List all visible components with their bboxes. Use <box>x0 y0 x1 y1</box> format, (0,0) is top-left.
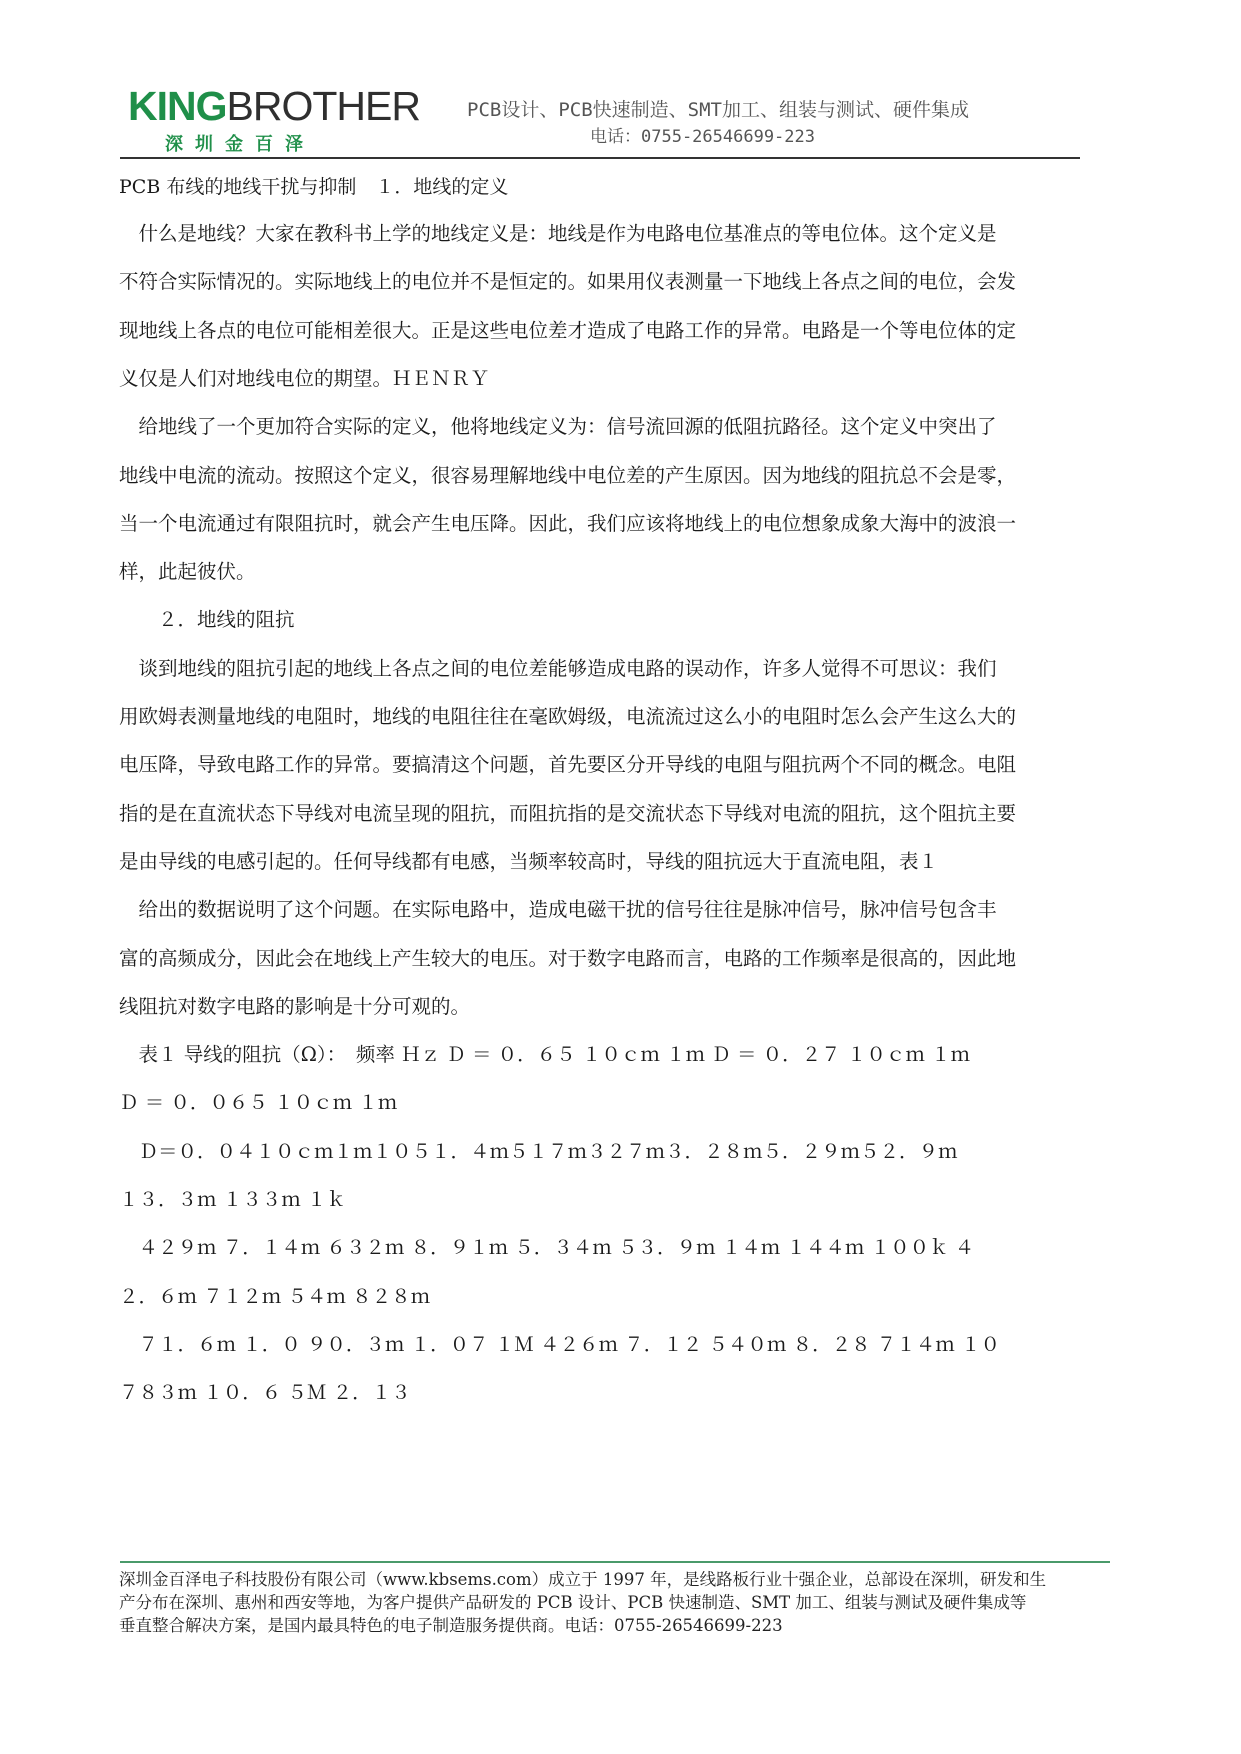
text-line: 是由导线的电感引起的。任何导线都有电感，当频率较高时，导线的阻抗远大于直流电阻，表１ <box>119 849 939 873</box>
text-line: Ｄ＝０．０４１０ｃｍ１ｍ１０５１．４ｍ５１７ｍ３２７ｍ３．２８ｍ５．２９ｍ５２．９ｍ <box>119 1139 958 1163</box>
footer-line: 深圳金百泽电子科技股份有限公司（www.kbsems.com）成立于 1997 年，是线路板行业十强企业，总部设在深圳，研发和生 <box>119 1570 1047 1589</box>
text-line: ７１．６ｍ １．０ ９０．３ｍ １．０７ １Ｍ ４２６ｍ ７．１２ ５４０ｍ ８．２８ ７１４ｍ １０ <box>119 1332 1000 1356</box>
text-line: 不符合实际情况的。实际地线上的电位并不是恒定的。如果用仪表测量一下地线上各点之间的电位，会发 <box>119 270 1017 294</box>
document-title: PCB 布线的地线干扰与抑制 １．地线的定义 <box>119 176 509 198</box>
header-divider <box>120 157 1080 159</box>
text-line: 线阻抗对数字电路的影响是十分可观的。 <box>119 994 471 1018</box>
company-logo <box>128 83 420 129</box>
header-tagline: PCB设计、PCB快速制造、SMT加工、组装与测试、硬件集成 <box>467 99 969 121</box>
text-line: ２．６ｍ ７１２ｍ ５４ｍ ８２８ｍ <box>119 1284 431 1308</box>
logo-brother-text: BROTHER <box>226 83 420 129</box>
text-line: 指的是在直流状态下导线对电流呈现的阻抗，而阻抗指的是交流状态下导线对电流的阻抗，这个阻抗主要 <box>119 801 1017 825</box>
text-line: 谈到地线的阻抗引起的地线上各点之间的电位差能够造成电路的误动作，许多人觉得不可思议：我们 <box>119 656 997 680</box>
text-line: Ｄ ＝ ０．０６５ １０ｃｍ １ｍ <box>119 1091 398 1115</box>
text-line: 用欧姆表测量地线的电阻时，地线的电阻往往在毫欧姆级，电流流过这么小的电阻时怎么会产生这么大的 <box>119 705 1017 728</box>
text-line: ２．地线的阻抗 <box>119 608 295 632</box>
text-line: 当一个电流通过有限阻抗时，就会产生电压降。因此，我们应该将地线上的电位想象成象大海中的波浪一 <box>119 511 1017 535</box>
text-line: ７８３ｍ １０．６ ５Ｍ ２．１３ <box>119 1381 411 1405</box>
text-line: 地线中电流的流动。按照这个定义，很容易理解地线中电位差的产生原因。因为地线的阻抗总不会是零， <box>119 463 1017 487</box>
text-line: 表１ 导线的阻抗（Ω）： 频率 Ｈｚ Ｄ ＝ ０．６５ １０ｃｍ １ｍ Ｄ ＝ ０．２７ １０ｃｍ １ｍ <box>119 1043 971 1067</box>
text-line: 富的高频成分，因此会在地线上产生较大的电压。对于数字电路而言，电路的工作频率是很高的，因此地 <box>119 946 1017 970</box>
logo-king-text: KING <box>128 83 227 129</box>
page-header <box>0 0 1241 160</box>
logo-chinese-name: 深圳金百泽 <box>165 134 315 155</box>
text-line: １３．３ｍ １３３ｍ １ｋ <box>119 1188 346 1211</box>
text-line: 样，此起彼伏。 <box>119 560 256 584</box>
footer-divider <box>120 1561 1110 1563</box>
text-line: ４２９ｍ ７．１４ｍ ６３２ｍ ８．９１ｍ ５．３４ｍ ５３．９ｍ １４ｍ １４４ｍ １００ｋ ４ <box>119 1236 975 1260</box>
text-line: 义仅是人们对地线电位的期望。ＨＥＮＲＹ <box>119 366 490 390</box>
text-line: 什么是地线？大家在教科书上学的地线定义是：地线是作为电路电位基准点的等电位体。这个定义是 <box>119 222 997 245</box>
page-footer <box>119 1568 1129 1637</box>
footer-line: 产分布在深圳、惠州和西安等地，为客户提供产品研发的 PCB 设计、PCB 快速制造、SMT 加工、组装与测试及硬件集成等 <box>119 1593 1027 1612</box>
text-line: 电压降，导致电路工作的异常。要搞清这个问题，首先要区分开导线的电阻与阻抗两个不同的概念。电阻 <box>119 753 1017 777</box>
footer-line: 垂直整合解决方案，是国内最具特色的电子制造服务提供商。电话：0755-26546699-223 <box>119 1616 783 1635</box>
header-phone: 电话：0755-26546699-223 <box>590 127 815 147</box>
text-line: 给出的数据说明了这个问题。在实际电路中，造成电磁干扰的信号往往是脉冲信号，脉冲信号包含丰 <box>119 898 997 922</box>
text-line: 给地线了一个更加符合实际的定义，他将地线定义为：信号流回源的低阻抗路径。这个定义中突出了 <box>119 415 997 439</box>
text-line: 现地线上各点的电位可能相差很大。正是这些电位差才造成了电路工作的异常。电路是一个等电位体的定 <box>119 318 1017 342</box>
